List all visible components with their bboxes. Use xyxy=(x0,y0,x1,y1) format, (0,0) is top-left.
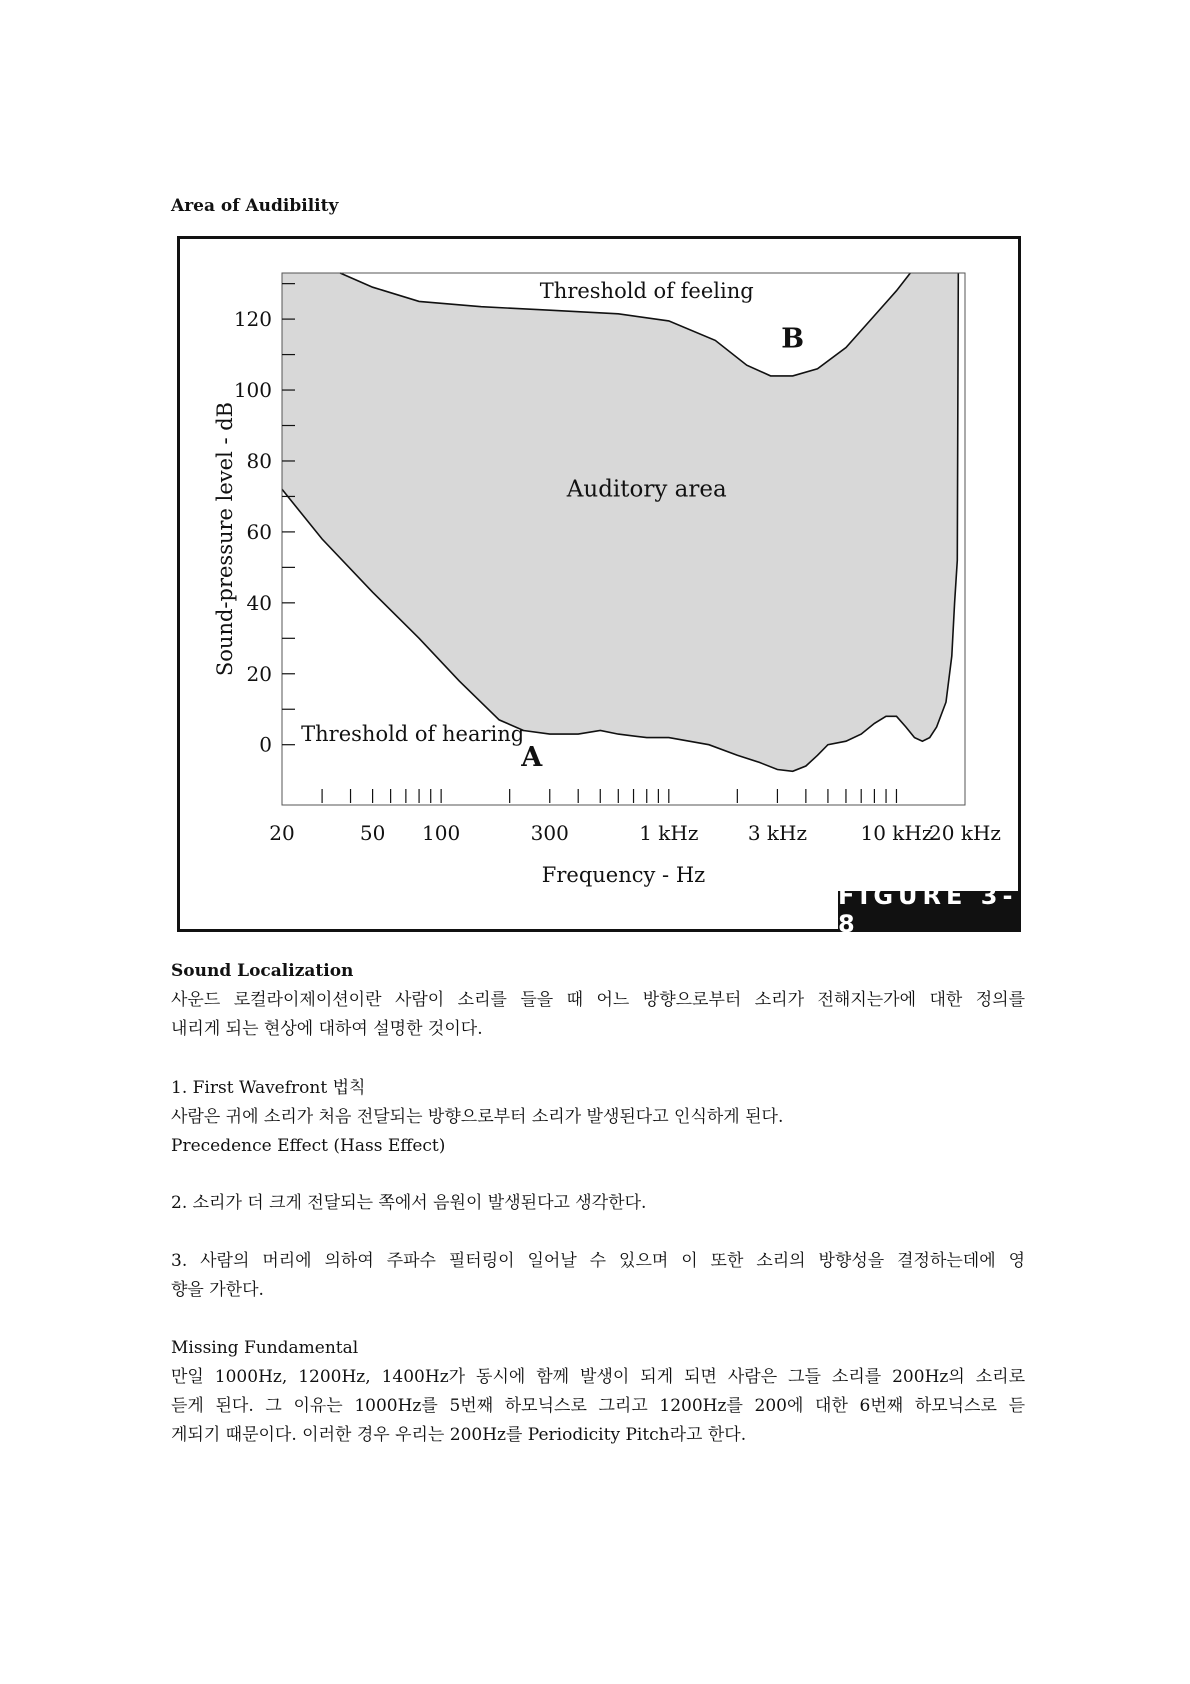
item-1-title: 1. First Wavefront 법칙 xyxy=(171,1078,366,1098)
item-3 xyxy=(171,1247,1025,1305)
item-1-line: Precedence Effect (Hass Effect) xyxy=(171,1136,446,1156)
paragraph-line: 만일 1000Hz, 1200Hz, 1400Hz가 동시에 함께 발생이 되게 되면 사람은 그들 소리를 200Hz의 소리로 xyxy=(171,1367,1025,1387)
y-tick-label: 0 xyxy=(259,732,272,757)
paragraph-line: 내리게 되는 현상에 대하여 설명한 것이다. xyxy=(171,1019,483,1039)
auditory-area-fill xyxy=(282,273,957,771)
y-tick-label: 20 xyxy=(246,661,272,686)
figure-frame xyxy=(177,236,1021,938)
x-tick-label: 20 xyxy=(269,821,295,845)
item-3-line: 향을 가한다. xyxy=(171,1280,264,1300)
figure-badge: FIGURE 3-8 xyxy=(838,882,1018,938)
paragraph-line: 사운드 로컬라이제이션이란 사람이 소리를 들을 때 어느 방향으로부터 소리가 전해지는가에 대한 정의를 xyxy=(171,990,1025,1010)
y-tick-label: 100 xyxy=(233,378,272,403)
item-1 xyxy=(171,1074,783,1161)
y-axis-label: Sound-pressure level - dB xyxy=(213,401,237,677)
x-tick-label: 3 kHz xyxy=(747,821,808,845)
y-tick-label: 40 xyxy=(246,590,272,615)
audibility-chart xyxy=(180,239,1018,938)
y-tick-label: 60 xyxy=(246,519,272,544)
section-title-missing-fundamental: Missing Fundamental xyxy=(171,1338,359,1358)
x-tick-label: 100 xyxy=(422,821,461,845)
annotation-label: Auditory area xyxy=(566,476,727,503)
y-tick-label: 80 xyxy=(246,448,272,473)
annotation-label: A xyxy=(521,741,543,773)
x-tick-label: 50 xyxy=(359,821,386,845)
item-2-line: 2. 소리가 더 크게 전달되는 쪽에서 음원이 발생된다고 생각한다. xyxy=(171,1193,647,1213)
annotation-label: B xyxy=(781,323,805,355)
x-tick-label: 300 xyxy=(530,821,569,845)
paragraph-line: 게되기 때문이다. 이러한 경우 우리는 200Hz를 Periodicity Pitch라고 한다. xyxy=(171,1425,747,1445)
annotation-label: Threshold of hearing xyxy=(301,722,525,747)
y-tick-label: 120 xyxy=(233,307,272,332)
item-2 xyxy=(171,1189,646,1218)
annotation-label: Threshold of feeling xyxy=(539,278,754,303)
x-tick-label: 1 kHz xyxy=(639,821,699,845)
item-3-line: 3. 사람의 머리에 의하여 주파수 필터링이 일어날 수 있으며 이 또한 소리의 방향성을 결정하는데에 영 xyxy=(171,1251,1025,1271)
paragraph-line: 듣게 된다. 그 이유는 1000Hz를 5번째 하모닉스로 그리고 1200Hz를 200에 대한 6번째 하모닉스로 듣 xyxy=(171,1396,1025,1416)
sound-localization-paragraph xyxy=(171,986,1025,1044)
section-title-area-of-audibility: Area of Audibility xyxy=(171,196,339,216)
x-axis-label: Frequency - Hz xyxy=(541,863,706,887)
x-tick-label: 10 kHz xyxy=(860,821,933,845)
section-title-sound-localization: Sound Localization xyxy=(171,961,354,981)
missing-fundamental xyxy=(171,1334,1025,1450)
x-tick-label: 20 kHz xyxy=(929,821,1001,845)
item-1-line: 사람은 귀에 소리가 처음 전달되는 방향으로부터 소리가 발생된다고 인식하게 된다. xyxy=(171,1107,784,1127)
